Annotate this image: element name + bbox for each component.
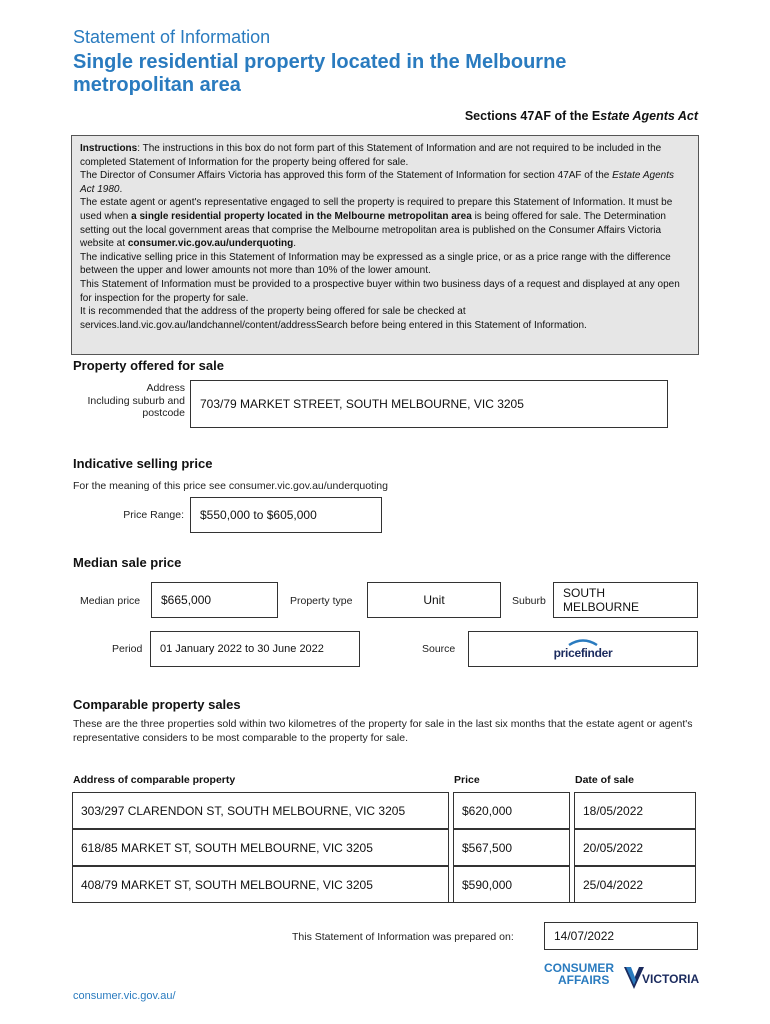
footer-url[interactable]: consumer.vic.gov.au/ [73,990,176,1002]
instructions-p6: It is recommended that the address of the property being offered for sale be checked at services.land.vic.gov.au/landchannel/content/addressSearch before being entered in this Statement of Information. [80,306,587,331]
col-header-address: Address of comparable property [73,774,236,786]
comparable-heading: Comparable property sales [73,697,241,712]
property-type-field[interactable]: Unit [367,582,501,618]
comparable-price-cell[interactable]: $590,000 [453,866,570,903]
property-heading: Property offered for sale [73,358,224,373]
instructions-p5: This Statement of Information must be provided to a prospective buyer within two business days of a request and displayed at any open for inspection for the property for sale. [80,278,680,304]
comparable-date-cell[interactable]: 18/05/2022 [574,792,696,829]
price-range-field[interactable]: $550,000 to $605,000 [190,497,382,533]
prepared-on-date-field[interactable]: 14/07/2022 [544,922,698,950]
median-price-label: Median price [80,595,141,607]
comparable-date-cell[interactable]: 25/04/2022 [574,866,696,903]
address-label: Address Including suburb and postcode [87,382,185,419]
consumer-affairs-logo: CONSUMER AFFAIRS [544,961,615,987]
col-header-price: Price [454,774,480,786]
instructions-p2: The Director of Consumer Affairs Victoria has approved this form of the Statement of Information for section 47AF of the Estate Agents Act 1980. [80,170,674,195]
period-label: Period [112,643,143,655]
median-price-field[interactable]: $665,000 [151,582,278,618]
source-field[interactable] [468,631,698,667]
page-title: Single residential property located in the Melbourne metropolitan area [73,51,567,96]
comparable-date-cell[interactable]: 20/05/2022 [574,829,696,866]
pricefinder-logo-mark-icon [567,638,599,646]
comparable-address-cell[interactable]: 408/79 MARKET ST, SOUTH MELBOURNE, VIC 3205 [72,866,449,903]
pricefinder-logo: pricefinder [553,646,613,660]
victoria-wordmark: VICTORIA [642,972,700,986]
sections-reference: Sections 47AF of the Estate Agents Act [464,109,698,123]
median-heading: Median sale price [73,555,182,570]
prepared-on-label: This Statement of Information was prepared on: [292,931,514,943]
source-label: Source [422,643,456,655]
instructions-p1: Instructions: The instructions in this box do not form part of this Statement of Information and are not required to be included in the completed Statement of Information for the property being offered for sale. [80,143,662,168]
comparable-address-cell[interactable]: 303/297 CLARENDON ST, SOUTH MELBOURNE, VIC 3205 [72,792,449,829]
property-type-label: Property type [290,595,353,607]
instructions-p4: The indicative selling price in this Statement of Information may be expressed as a single price, or as a price range with the difference between the upper and lower amounts not more than 10% of the lower amount. [80,251,671,277]
indicative-note: For the meaning of this price see consumer.vic.gov.au/underquoting [73,480,388,492]
comparable-address-cell[interactable]: 618/85 MARKET ST, SOUTH MELBOURNE, VIC 3205 [72,829,449,866]
instructions-p3: The estate agent or agent's representative engaged to sell the property is required to prepare this Statement of Information. It must be used when a single residential property located in the Melbourne metropolitan area is being offered for sale. The Determination setting out the local government areas that comprise the Melbourne metropolitan area is published on the Consumer Affairs Victoria website at consumer.vic.gov.au/underquoting. [80,197,673,250]
address-field[interactable]: 703/79 MARKET STREET, SOUTH MELBOURNE, VIC 3205 [190,380,668,428]
comparable-price-cell[interactable]: $620,000 [453,792,570,829]
form-kicker: Statement of Information [73,27,271,47]
price-range-label: Price Range: [123,509,184,521]
table-bottom-rule [72,902,696,903]
suburb-label: Suburb [512,595,546,607]
period-field[interactable]: 01 January 2022 to 30 June 2022 [150,631,360,667]
col-header-date: Date of sale [575,774,634,786]
indicative-heading: Indicative selling price [73,456,213,471]
comparable-note: These are the three properties sold within two kilometres of the property for sale in the last six months that the estate agent or agent's representative considers to be most comparable to the property for sale. [73,718,693,744]
instructions-box [71,135,699,355]
comparable-price-cell[interactable]: $567,500 [453,829,570,866]
suburb-field[interactable]: SOUTH MELBOURNE [553,582,698,618]
